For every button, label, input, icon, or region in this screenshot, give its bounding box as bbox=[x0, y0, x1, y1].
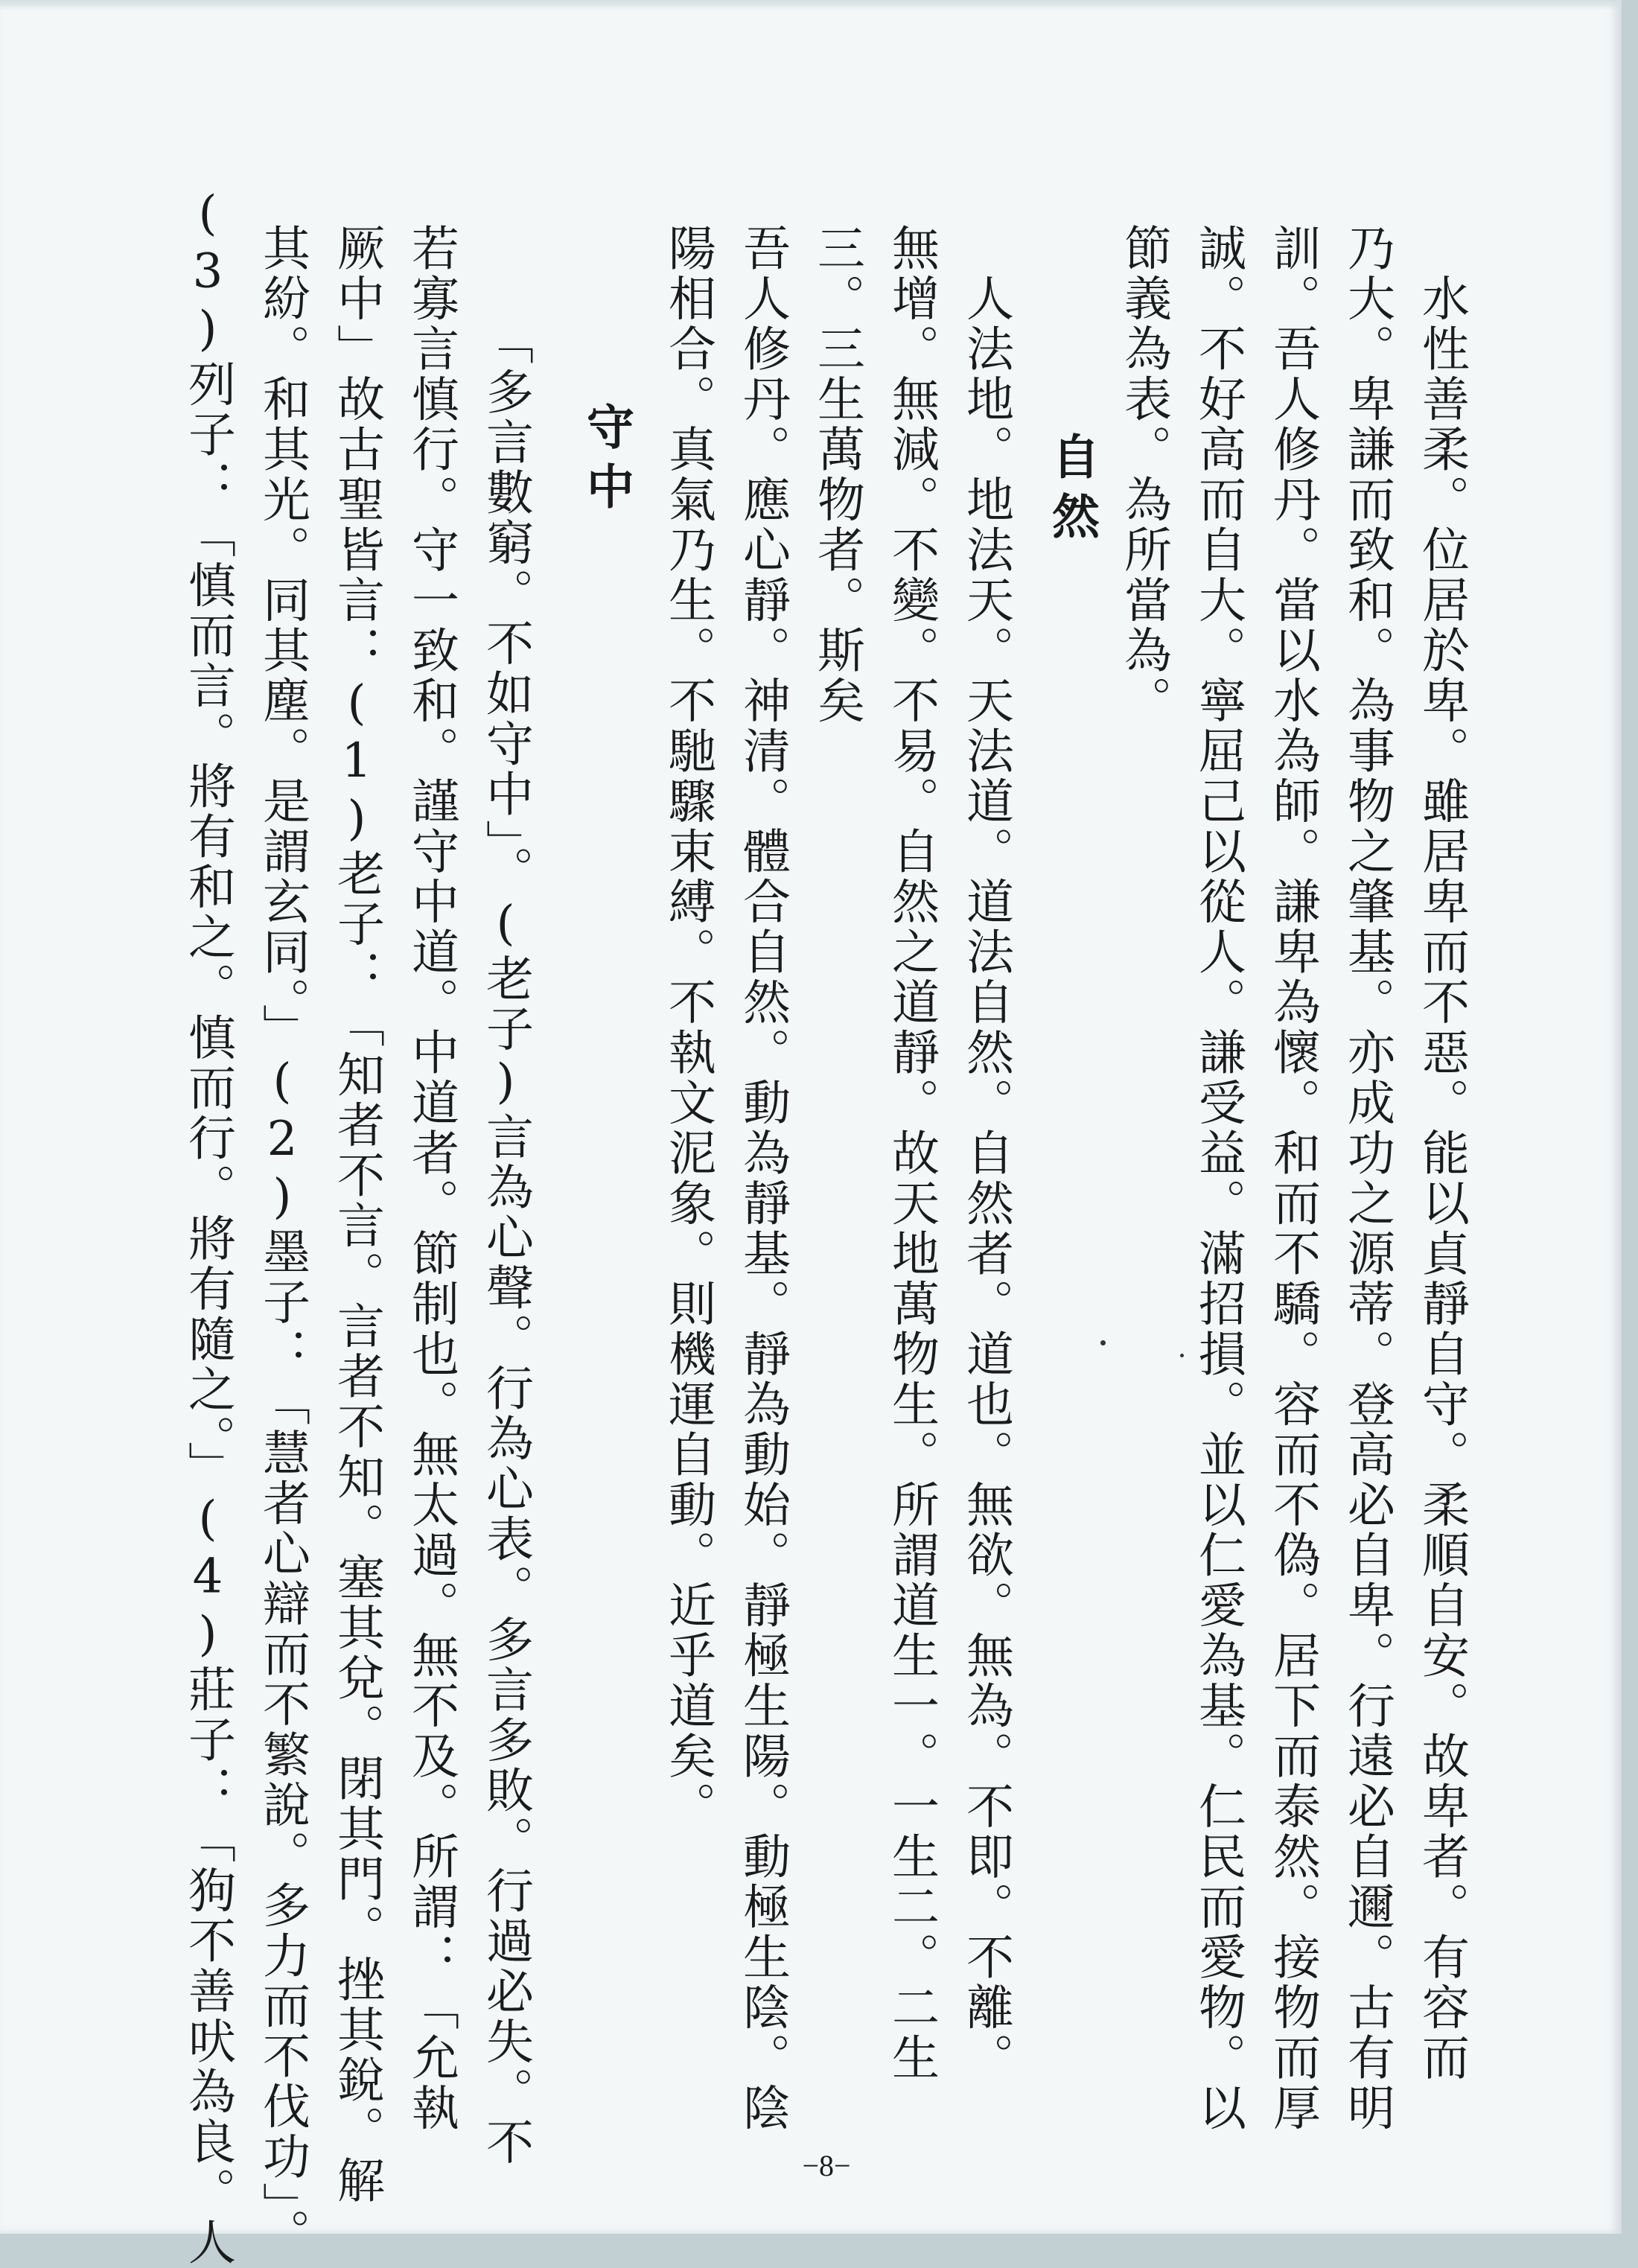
text-column-4: 誠。不好高而自大。寧屈己以從人。謙受益。滿招損。並以仁愛為基。仁民而愛物。以 bbox=[1191, 223, 1246, 2133]
text-column-11: 「多言數窮。不如守中」。(老子)言為心聲。行為心表。多言多敗。行過必失。不 bbox=[478, 290, 533, 2167]
text-column-6: 人法地。地法天。天法道。道法自然。自然者。道也。無欲。無為。不即。不離。 bbox=[958, 223, 1013, 2083]
text-column-8: 三。三生萬物者。斯矣 bbox=[809, 223, 864, 726]
text-column-15: (3)列子：「慎而言。將有和之。慎而行。將有隨之。」(4)莊子：「狗不善吠為良。人 bbox=[180, 186, 235, 2268]
text-column-12: 若寡言慎行。守一致和。謹守中道。中道者。節制也。無太過。無不及。所謂：「允執 bbox=[404, 223, 459, 2133]
text-column-2: 乃大。卑謙而致和。為事物之肇基。亦成功之源蒂。登高必自卑。行遠必自邇。古有明 bbox=[1339, 223, 1395, 2133]
text-column-5: 節義為表。為所當為。 bbox=[1116, 223, 1171, 726]
text-column-10: 陽相合。真氣乃生。不馳驟束縛。不執文泥象。則機運自動。近乎道矣。 bbox=[660, 223, 716, 1832]
text-column-9: 吾人修丹。應心靜。神清。體合自然。動為靜基。靜為動始。靜極生陽。動極生陰。陰 bbox=[735, 223, 790, 2133]
text-column-1: 水性善柔。位居於卑。雖居卑而不惡。能以貞靜自守。柔順自安。故卑者。有容而 bbox=[1414, 223, 1469, 2083]
scan-speck bbox=[1100, 1340, 1106, 1345]
text-column-14: 其紛。和其光。同其塵。是謂玄同。」(2)墨子：「慧者心辯而不繁說。多力而不伐功」。 bbox=[255, 223, 310, 2259]
scan-speck bbox=[1180, 1354, 1184, 1357]
section-heading-shouzhong: 守中 bbox=[579, 402, 634, 521]
text-column-3: 訓。吾人修丹。當以水為師。謙卑為懷。和而不驕。容而不偽。居下而泰然。接物而厚 bbox=[1265, 223, 1320, 2133]
text-column-7: 無增。無減。不變。不易。自然之道靜。故天地萬物生。所謂道生一。一生二。二生 bbox=[884, 223, 939, 2083]
page-number: −8− bbox=[802, 2149, 851, 2182]
section-heading-ziran: 自然 bbox=[1044, 432, 1100, 551]
scan-edge-shadow bbox=[0, 0, 1622, 10]
text-column-13: 厥中」故古聖皆言：(1)老子：「知者不言。言者不知。塞其兌。閉其門。挫其銳。解 bbox=[329, 223, 384, 2206]
